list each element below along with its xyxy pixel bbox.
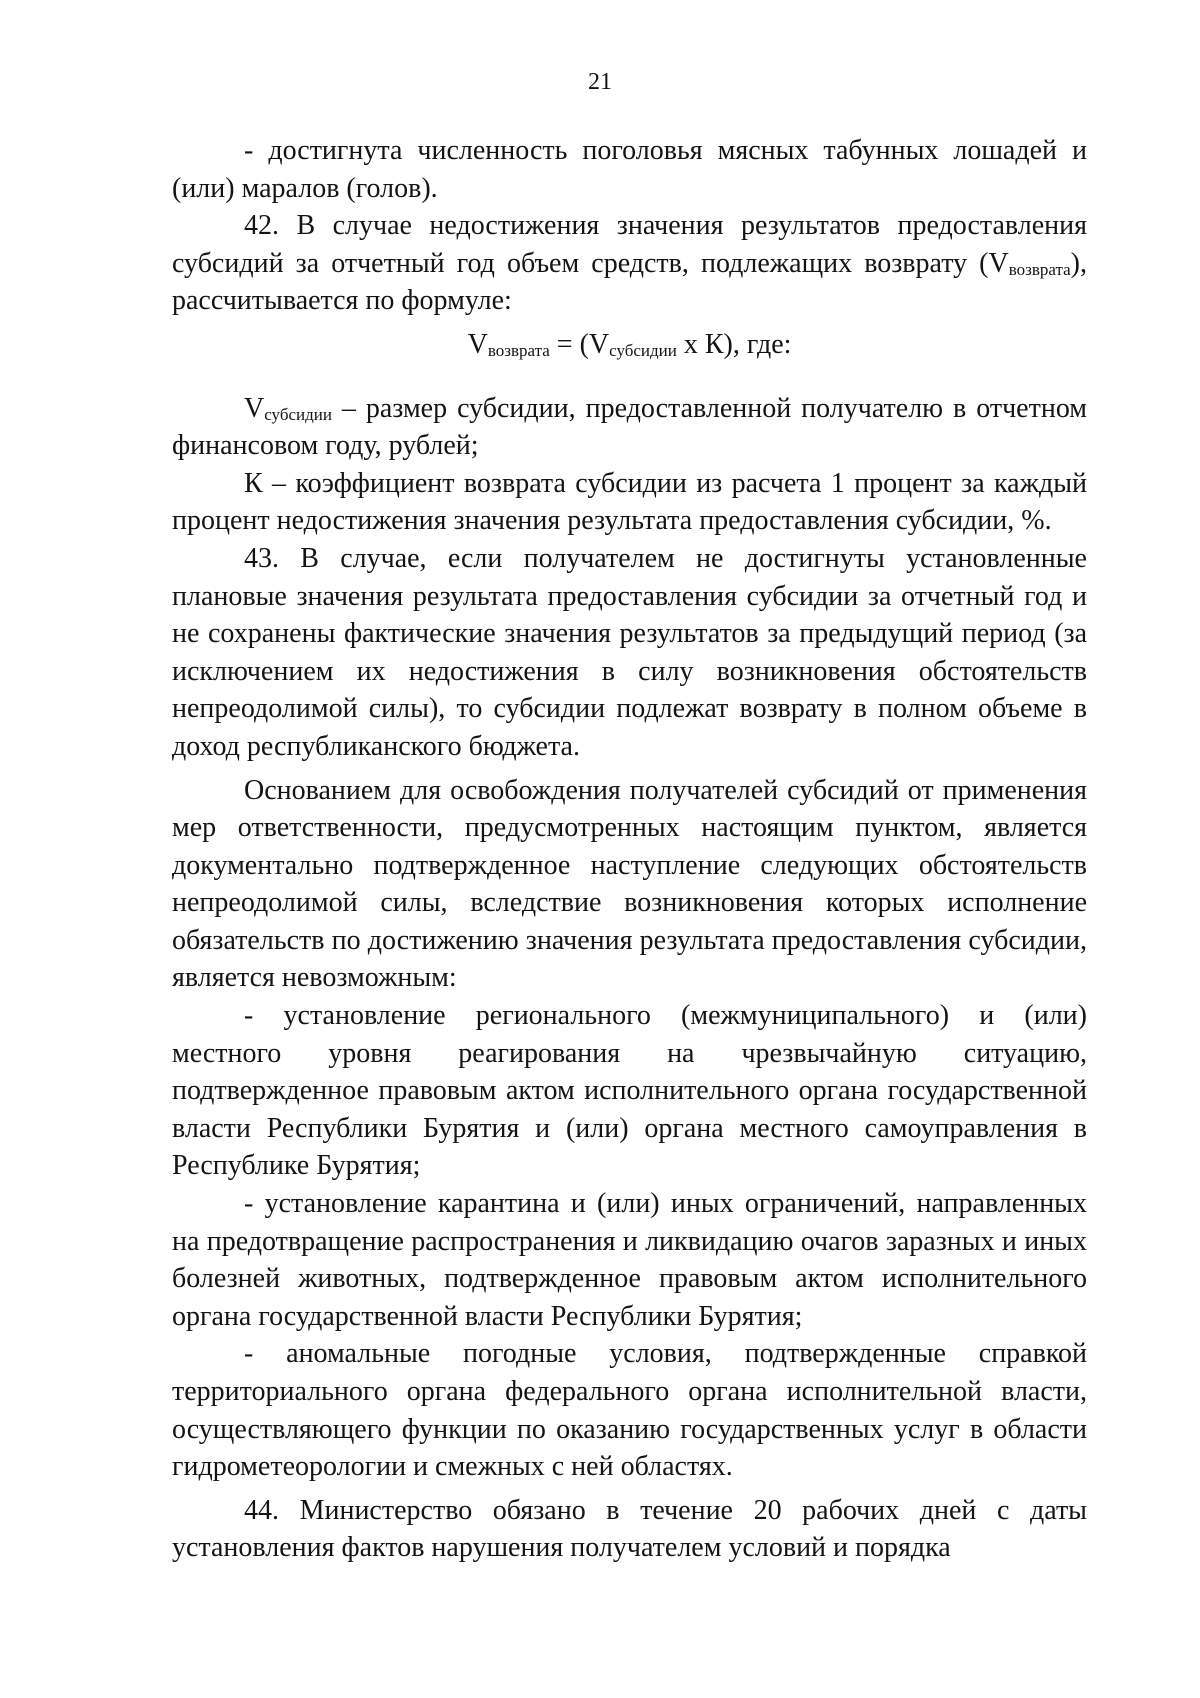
paragraph-42-tail: ), рассчитывается по формуле: (172, 247, 1087, 317)
document-body (172, 132, 1087, 1567)
definition-v: V (244, 392, 265, 424)
definition-k: К – коэффициент возврата субсидии из расчета 1 процент за каждый процент недостижения значения результата предоставления субсидии, %. (172, 467, 1087, 537)
list-item-weather: - аномальные погодные условия, подтвержденные справкой территориального органа федерального органа исполнительной власти, осуществляющего функции по оказанию государственных услуг в области гидрометеорологии и смежных с ней областях. (172, 1338, 1087, 1483)
paragraph-exemption-basis: Основанием для освобождения получателей субсидий от применения мер ответственности, предусмотренных настоящим пунктом, является документально подтвержденное наступление следующих обстоятельств непреодолимой силы, вследствие возникновения которых исполнение обязательств по достижению значения результата предоставления субсидии, является невозможным: (172, 774, 1087, 994)
paragraph-43: 43. В случае, если получателем не достигнуты установленные плановые значения результата предоставления субсидии за отчетный год и не сохранены фактические значения результатов за предыдущий период (за исключением их недостижения в силу возникновения обстоятельств непреодолимой силы), то субсидии подлежат возврату в полном объеме в доход республиканского бюджета. (172, 542, 1087, 762)
list-item-quarantine: - установление карантина и (или) иных ограничений, направленных на предотвращение распространения и ликвидацию очагов заразных и иных болезней животных, подтвержденное правовым актом исполнительного органа государственной власти Республики Бурятия; (172, 1188, 1087, 1332)
definition-v-subsidii (172, 390, 1087, 465)
formula-v1: V (467, 328, 488, 360)
paragraph-livestock-result: - достигнута численность поголовья мясных табунных лошадей и (или) маралов (голов). (172, 135, 1087, 204)
definition-sub-subsidii: субсидии (264, 404, 332, 424)
subscript-vozvrata: возврата (1008, 259, 1071, 279)
definition-v-text: – размер субсидии, предоставленной получателю в отчетном финансовом году, рублей; (172, 392, 1087, 462)
formula-sub-vozvrata: возврата (487, 340, 550, 360)
formula (172, 326, 1087, 364)
paragraph-42-text: 42. В случае недостижения значения результатов предоставления субсидий за отчетный год объем средств, подлежащих возврату (V (172, 210, 1087, 279)
page-number: 21 (588, 69, 612, 95)
paragraph-42 (172, 207, 1087, 320)
formula-mid: = (V (549, 328, 610, 360)
formula-sub-subsidii: субсидии (609, 340, 677, 360)
formula-tail: x К), где: (676, 328, 792, 360)
paragraph-44: 44. Министерство обязано в течение 20 рабочих дней с даты установления фактов нарушения получателем условий и порядка (172, 1494, 1087, 1564)
list-item-emergency: - установление регионального (межмуниципального) и (или) местного уровня реагирования на чрезвычайную ситуацию, подтвержденное правовым актом исполнительного органа государственной власти Республики Бурятия и (или) органа местного самоуправления в Республике Бурятия; (172, 1000, 1087, 1182)
